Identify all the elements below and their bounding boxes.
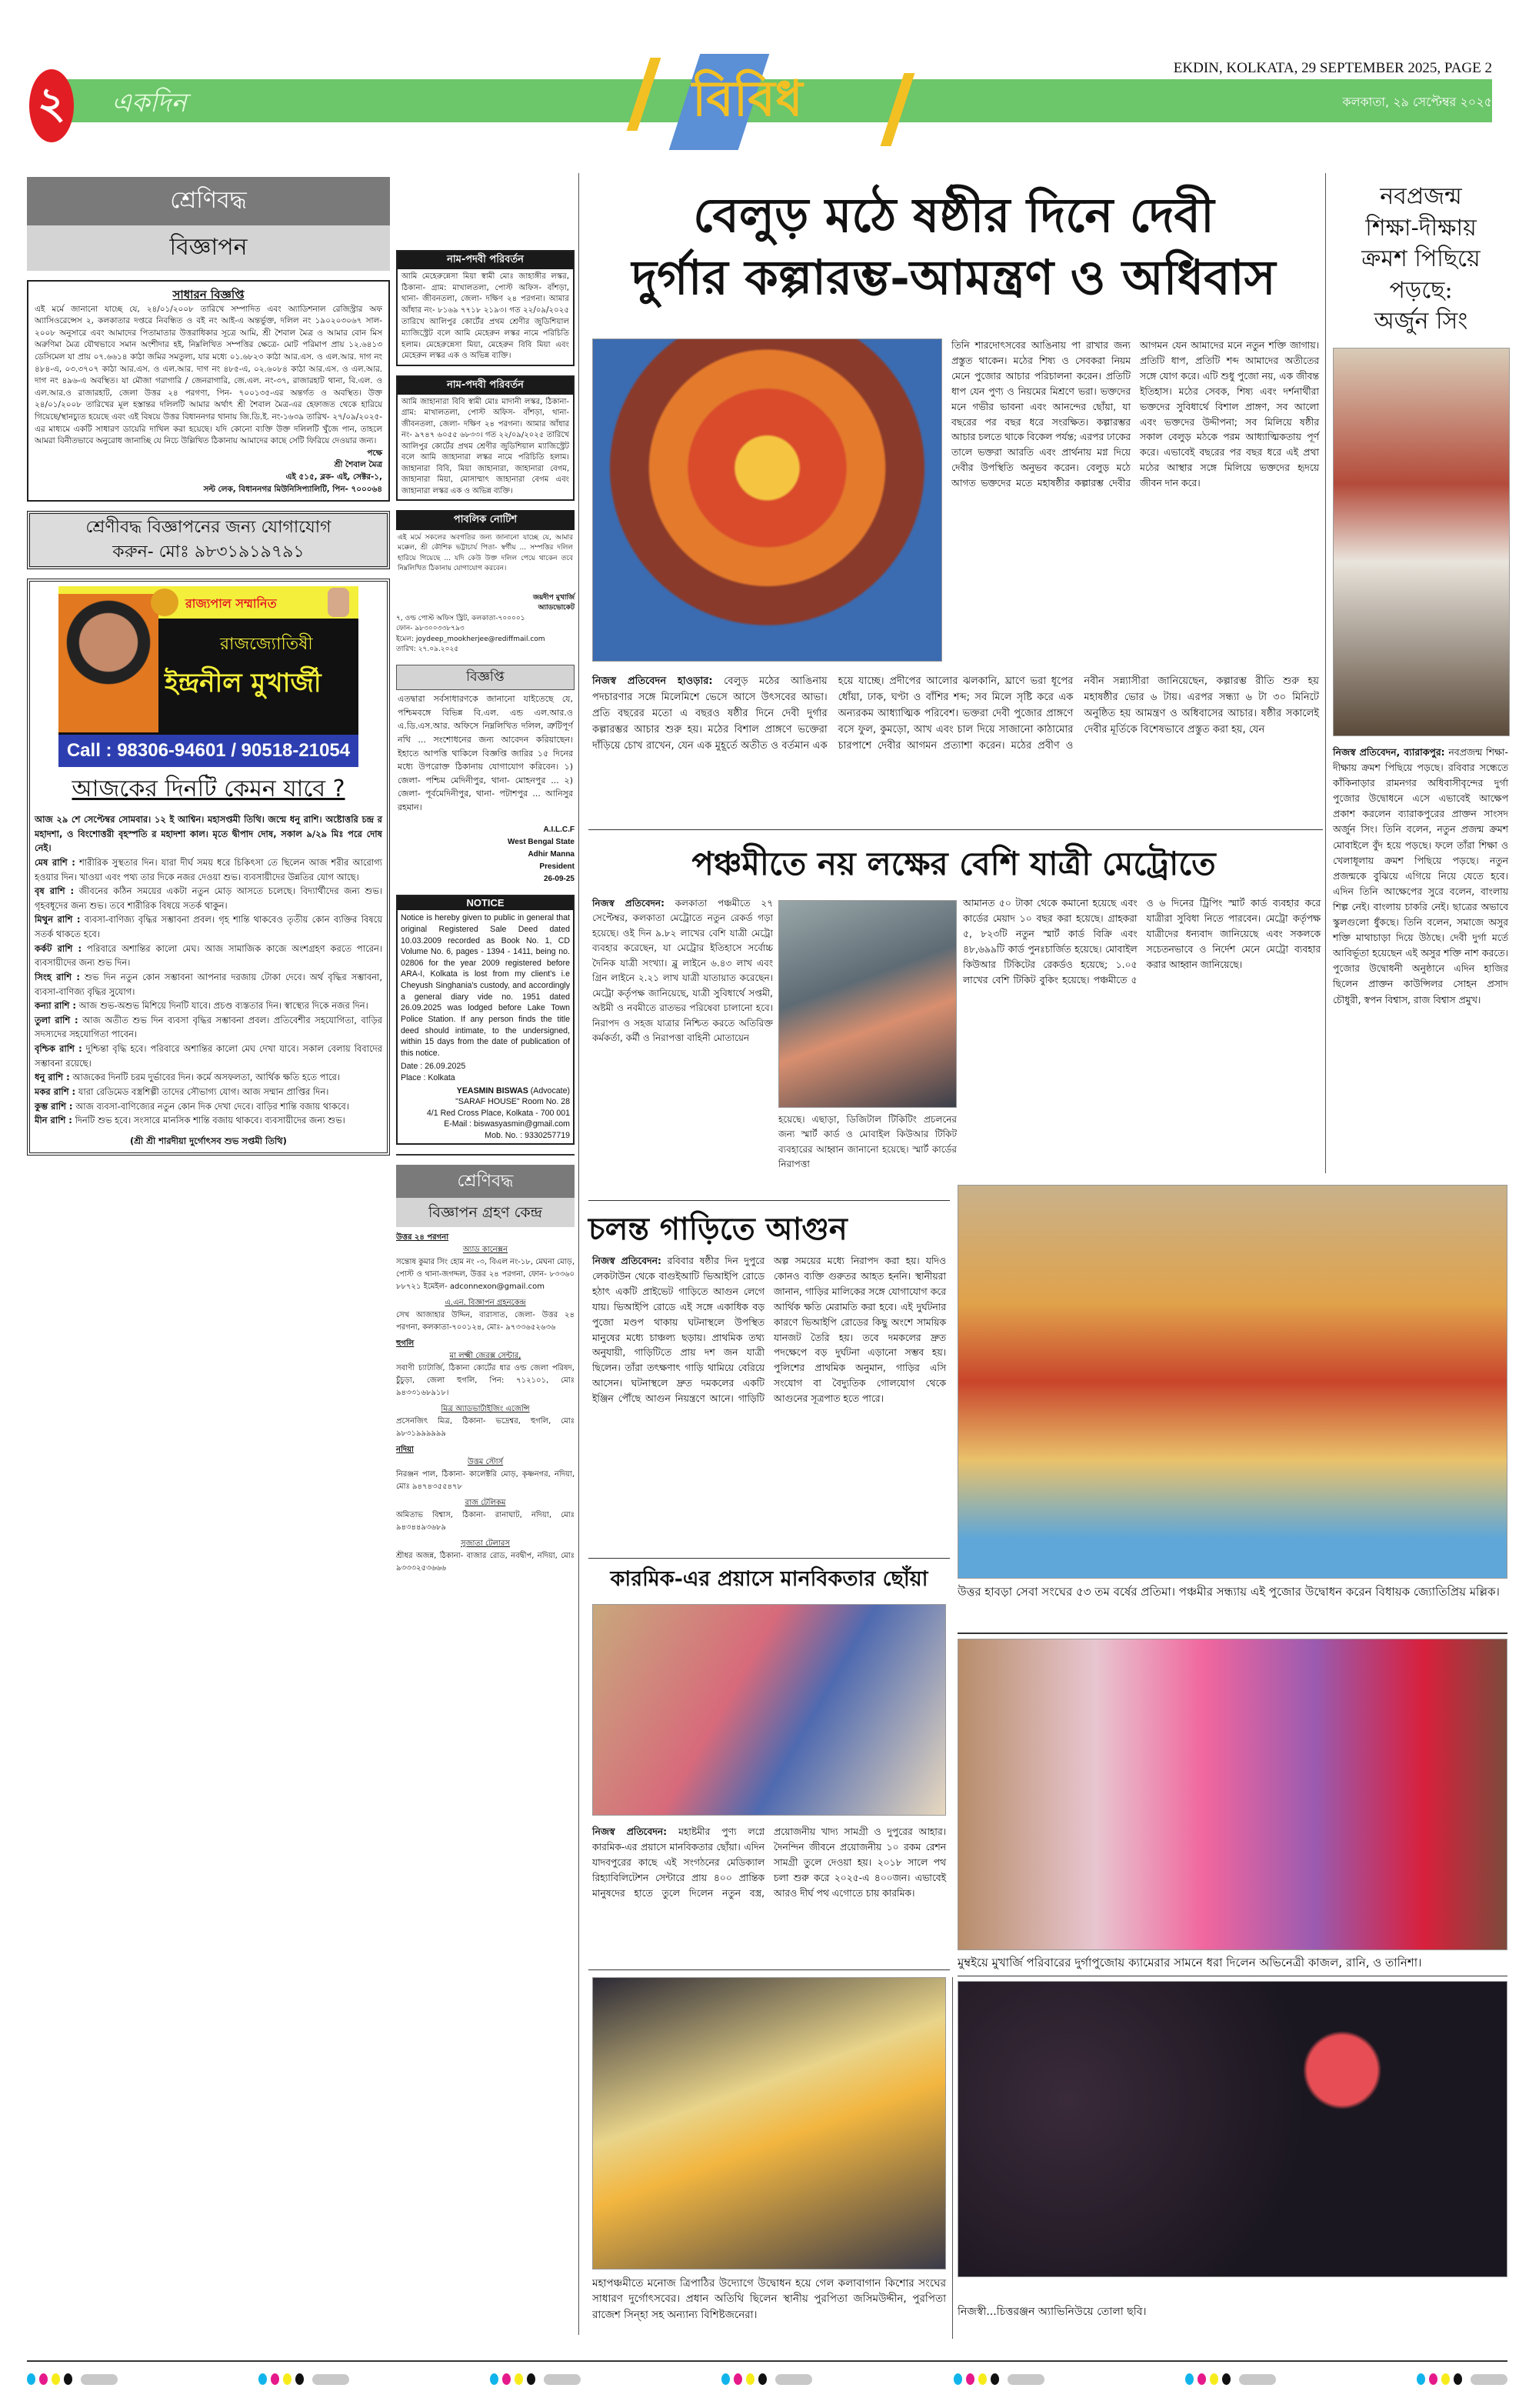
sign-name: তুলা রাশি : xyxy=(35,1014,78,1026)
notice-body: আমি জাহানারা বিবি স্বামী মোঃ মাদানী লস্কর, ঠিকানা- গ্রাম: মাখালতলা, পোস্ট অফিস- বাঁশড়া, থানা- জীবনতলা, জেলা- দক্ষিণ ২৪ পরগনা। আমার আঁধার নং- ৯৭৪৭ ৬০৫৫ ৬৮৩৩। গত ২২/০৯/২০২৫ তারিখে আলিপুর কোর্টের প্রথম শ্রেণীর জুডিশিয়াল ম্যাজিস্ট্রেট বলে আমি জাহানারা লস্কর নামে পরিচিতি হলাম। জাহানারা বিবি, মিয়া জাহানারা, জাহানারা বেগম, জাহানারা মিয়া, মোসাম্মাৎ জাহানারা বেগম এবং জাহানারা লস্কর এক ও অভিন্ন ব্যক্তি। xyxy=(401,397,569,495)
signature: A.I.L.C.F xyxy=(543,825,575,835)
phone: ফোন- ৯৮৩০০৩৩৮৭৯৩ xyxy=(396,625,465,633)
sign-name: ধনু রাশি : xyxy=(35,1072,70,1083)
story-text: প্রদীপের আলোর ঝলকানি, ঘ্রাণে ভরা ধূপের ধোঁয়া, ঢাক, ঘণ্টা ও বাঁশির শব্দ; সব মিলে সৃষ্টি করে এক অন্যরকম আধ্যাত্মিক পরিবেশ। ভক্তরা দেবী পুজোর প্রাঙ্গণে বসে ফুল, কুমড়ো, আখ এবং চাল দিয়ে সাজানো কাঠামোর চারপাশে দেবীর আগমন প্রত্যাশা করেন। xyxy=(838,675,1074,752)
sign-name: কন্যা রাশি : xyxy=(35,1000,76,1012)
divider xyxy=(958,1633,1507,1634)
sign-text: শুভ দিন নতুন কোন সম্ভাবনা আপনার দরজায় টোকা দেবে। অর্থ বৃদ্ধির সম্ভাবনা, ব্যবসা-বাণিজ্য বৃদ্ধির সুযোগ। xyxy=(35,971,382,997)
ad-tag: রাজ্যপাল সম্মানিত xyxy=(185,596,277,612)
fire-headline: চলন্ত গাড়িতে আগুন xyxy=(588,1211,848,1247)
lead-story-body: তিনি শারদোৎসবের আঙিনায় পা রাখার জন্য প্রস্তুত থাকেন। মঠের শিষ্য ও সেবকরা নিয়ম মেনে পুজোর আচার পরিচালনা করেন। প্রতিটি ধাপ যেন পুণ্য ও নিয়মের মিশ্রণে ভরা। ভক্তদের মনে গভীর ভাবনা এবং আনন্দের ছোঁয়া, যা বছরের পর বছর ধরে সংরক্ষিত। কল্পারম্ভর আচার চলতে থাকে বিকেল পর্যন্ত; এরপর ঢাকের তালে ভক্তরা আরতি এবং প্রার্থনায় মগ্ন দিয়ে দেবীর উপস্থিতি অনুভব করেন। বেলুড় মঠে আগত ভক্তদের মতে মহাষষ্ঠীর কল্পারম্ভ দেবীর আগমন যেন আমাদের মনে নতুন শক্তি জাগায়। প্রতিটি ধাপ, প্রতিটি শব্দ আমাদের অতীতের সঙ্গে যোগ করে। এটি শুধু পুজো নয়, এক জীবন্ত ইতিহাস। মঠের সেবক, শিষ্য এবং দর্শনার্থীরা ভক্তদের সুবিধার্থে বিশাল প্রাঙ্গণ, সব আলো এবং ভক্তদের উদ্দীপনা; সব মিলিয়ে ষষ্ঠীর সকাল বেলুড় মঠকে পরম আধ্যাত্মিকতায় পূর্ণ করে। এভাবেই বছরের পর বছর ধরে এই প্রথা মঠের আস্থার সঙ্গে মিলিয়ে ভক্তদের হৃদয়ে জীবন দান করে। xyxy=(951,340,1319,489)
karmik-event-photo xyxy=(592,1604,946,1816)
divider xyxy=(588,829,1323,830)
sign-name: মকর রাশি : xyxy=(35,1086,76,1097)
notices-column xyxy=(396,250,575,1579)
sign-text: দিনটি শুভ হবে। সংসারে মানসিক শান্তি বজায় থাকবে। ব্যবসায়ীদের জন্য শুভ। xyxy=(75,1115,345,1126)
name-change-notice xyxy=(396,375,575,501)
kalabagan-inauguration-photo xyxy=(592,1977,946,2270)
sign-name: কর্কট রাশি : xyxy=(35,942,82,954)
sign-text: আজ ব্যবসা-বাণিজ্যের নতুন কোন দিক দেখা দেবে। বাড়ির শান্তি বজায় থাকবে। xyxy=(75,1100,349,1112)
lead-headline xyxy=(585,185,1323,331)
date: তারিখ: ২৭.০৯.২০২৫ xyxy=(396,645,459,654)
headline-line: দুর্গার কল্পারম্ভ-আমন্ত্রণ ও অধিবাস xyxy=(631,248,1276,305)
signature: President xyxy=(539,862,575,872)
sign-name: মিথুন রাশি : xyxy=(35,914,81,926)
role: (Advocate) xyxy=(530,1086,570,1096)
dateline: নিজস্ব প্রতিবেদন: xyxy=(592,1256,661,1266)
centre-details: নিরঞ্জন পাল, ঠিকানা- কালেক্টরি মোড়, কৃষ্ণনগর, নদিয়া, মোঃ ৯৪৭৪৩৫৫৪৭৮ xyxy=(396,1470,575,1492)
registration-mark xyxy=(954,2373,1044,2385)
bigyapti-notice xyxy=(396,665,575,886)
ad-centre-entry xyxy=(396,1297,575,1334)
howrah-idol-photo xyxy=(958,1185,1507,1579)
address: এই ৫১৫, ব্লক- এই, সেক্টর-১, xyxy=(285,472,382,482)
horoscope-sign xyxy=(35,855,382,884)
astrologer-ad xyxy=(58,586,358,767)
name-change-notice xyxy=(396,250,575,366)
notice-body: এতদ্বারা সর্বসাধারণকে জানানো যাইতেছে যে, পশ্চিমবঙ্গে বিভিন্ন বি.এল. এন্ড এল.আর.ও এ.ডি.এস.আর. অফিসে নিম্নলিখিত দলিল, ত্রুটিপূর্ণ নথি ... সংশোধনের জন্য আবেদন করিয়াছেন। ইহাতে আপত্তি থাকিলে বিজ্ঞপ্তি জারির ১৫ দিনের মধ্যে উপরোক্ত ঠিকানায় যোগাযোগ করিবেন। ১) জেলা- পশ্চিম মেদিনীপুর, থানা- মোহনপুর ... ২) জেলা- পূর্বমেদিনীপুর, থানা- পটাশপুর ... আনিসুর রহমান। xyxy=(398,694,573,812)
palm-icon xyxy=(328,588,349,617)
metro-body: হয়েছে। এছাড়া, ডিজিটাল টিকিটিং প্রচলনের জন্য স্মার্ট কার্ড ও মোবাইল কিউআর টিকিট ব্যবহারের আহ্বান জানানো হয়েছে। স্মার্ট কার্ডের নিরাপত্তা xyxy=(778,1114,957,1170)
sign-text: ব্যবসা-বাণিজ্য বৃদ্ধির সম্ভাবনা প্রবল। গৃহ শান্তি থাকবেও তৃতীয় কোন ব্যক্তির বিষয়ে সতর্ক থাকতে হবে। xyxy=(35,914,383,940)
story-text: কলকাতা পঞ্চমীতে ২৭ সেপ্টেম্বর, কলকাতা মেট্রোতে নতুন রেকর্ড গড়া হয়েছে। ওই দিন ৯.৮২ লাখের বেশি যাত্রী মেট্রো ব্যবহার করেছেন, যা মেট্রোর ইতিহাসে সর্বোচ্চ দৈনিক যাত্রী সংখ্যা। ব্লু লাইনে ৬.৪৩ লাখ এবং গ্রিন লাইনে ২.২১ লাখ যাত্রী যাতায়াত করেছেন। মেট্রো কর্তৃপক্ষ জানিয়েছে, যাত্রী সুবিধার্থে সপ্তমী, অষ্টমী ও নবমীতে রাতভর পরিষেবা চালানো হবে। নিরাপদ ও সহজ যাত্রার নিশ্চিত করতে অতিরিক্ত কর্মকর্তা, কর্মী ও নিরাপত্তা বাহিনী মোতায়েন xyxy=(592,898,773,1043)
horoscope-sign xyxy=(35,1113,382,1128)
photo-caption: মুম্বইয়ে মুখার্জি পরিবারের দুর্গাপুজোয় ক্যামেরার সামনে ধরা দিলেন অভিনেত্রী কাজল, রানি, ও তানিশা। xyxy=(958,1956,1422,1969)
centre-name: উত্তম স্টোর্স xyxy=(467,1458,504,1467)
email: E-Mail : biswasyasmin@gmail.com xyxy=(444,1119,570,1129)
dateline-english: EKDIN, KOLKATA, 29 SEPTEMBER 2025, PAGE 2 xyxy=(1173,60,1492,76)
registration-marks xyxy=(27,2373,1507,2385)
footer-rule xyxy=(27,2360,1507,2362)
headline-line: নবপ্রজন্ম xyxy=(1380,183,1462,210)
english-notice xyxy=(396,895,575,1144)
story-text: খাদ্য সামগ্রী ও দুপুরের আহার। দৈনন্দিন জীবনে প্রয়োজনীয় ১০ রকম রেশন সামগ্রী তুলে দেওয়া হয়। ২০১৮ সালে পথ চলা শুরু করে ২০২৫-এ ৪০০জন। এভাবেই আরও দীর্ঘ পথ এগোতে চায় কারমিক। xyxy=(774,1826,946,1899)
date: 26-09-25 xyxy=(543,875,575,884)
horoscope-sign xyxy=(35,1042,382,1070)
lead-story-columns xyxy=(592,673,1319,754)
metro-crowd-photo xyxy=(778,900,957,1108)
divider xyxy=(588,1558,950,1559)
story-text: ঘটনাস্থলে দ্রুত দমকলের একটি ইঞ্জিন পৌঁছে আগুন নিয়ন্ত্রণে আনে। গাড়িটি অল্প সময়ের মধ্যে নিরাপদ করা হয়। যদিও কোনও ব্যক্তি গুরুতর আহত হননি। স্থানীয়রা জানান, গাড়ির মালিকের সঙ্গে যোগাযোগ করে আর্থিক ক্ষতি মেরামতি করা হবে। এই দুর্ঘটনার কারণে ভিআইপি রোডের কিছু অংশে সাময়িক যানজট তৈরি হয়। তবে দমকলের দ্রুত পদক্ষেপে বড় দুর্ঘটনা এড়ানো সম্ভব হয়। পুলিশের প্রাথমিক অনুমান, গাড়ির এসি সংযোগ বা বৈদ্যুতিক গোলযোগ থেকে আগুনের সূত্রপাত হতে পারে। xyxy=(592,1256,946,1405)
astrologer-photo xyxy=(58,594,158,732)
sign-name: মীন রাশি : xyxy=(35,1115,72,1126)
headline-line: শিক্ষা-দীক্ষায় xyxy=(1365,214,1477,242)
dateline: নিজস্ব প্রতিবেদন, ব্যারাকপুর: xyxy=(1333,746,1445,758)
advocate-name: YEASMIN BISWAS xyxy=(456,1086,528,1096)
horoscope-sign xyxy=(35,912,382,941)
centre-name: রাজ টেলিকম xyxy=(465,1499,506,1508)
ad-centre-entry xyxy=(396,1338,575,1399)
column-divider xyxy=(578,173,579,2335)
notice-title: বিজ্ঞপ্তি xyxy=(396,665,575,690)
phone: Mob. No. : 9330257719 xyxy=(485,1130,570,1140)
signature: শ্রী শৈবাল মৈত্র xyxy=(334,460,382,470)
ad-subtitle: রাজজ্যোতিষী xyxy=(220,635,313,655)
divider xyxy=(396,1154,575,1156)
dateline: নিজস্ব প্রতিবেদন: xyxy=(592,898,665,909)
signature: Adhir Manna xyxy=(528,850,575,859)
headline-line: পড়ছে: xyxy=(1389,276,1453,304)
sign-name: বৃষ রাশি : xyxy=(35,885,75,897)
astrology-section xyxy=(27,579,390,1156)
arjun-headline xyxy=(1331,182,1511,338)
classified-title: শ্রেণিবদ্ধ xyxy=(27,177,390,225)
sign-text: পরিবারে অশান্তির কালো মেঘ। আজ সামাজিক কাজে অংশগ্রহণ করতে পারেন। ব্যবসায়ীদের জন্য শুভ দিন। xyxy=(35,942,382,969)
registration-mark xyxy=(1185,2373,1276,2385)
horoscope-title: আজকের দিনটি কেমন যাবে ? xyxy=(72,775,345,803)
signature: অ্যাডভোকেট xyxy=(538,604,575,612)
general-notice xyxy=(27,280,390,502)
arjun-body xyxy=(1333,745,1508,1008)
horoscope-sign xyxy=(35,1099,382,1114)
mumbai-puja-photo xyxy=(958,1639,1507,1950)
headline-line: বেলুড় মঠে ষষ্ঠীর দিনে দেবী xyxy=(693,187,1214,243)
metro-body xyxy=(592,896,773,1046)
date: Date : 26.09.2025 xyxy=(401,1062,466,1072)
registration-mark xyxy=(490,2373,581,2385)
sign-text: দুশ্চিন্তা বৃদ্ধি হবে। পরিবারে অশান্তির কালো মেঘ দেখা যাবে। সকাল বেলায় বিবাদের সম্ভাবনা রয়েছে। xyxy=(35,1043,382,1069)
sign-name: কুম্ভ রাশি : xyxy=(35,1100,73,1112)
divider xyxy=(588,1969,950,1970)
region: উত্তর ২৪ পরগনা xyxy=(396,1233,449,1242)
horoscope-sign xyxy=(35,1013,382,1042)
registration-mark xyxy=(258,2373,349,2385)
story-text: মহাষ্টমীর পুণ্য লগ্নে কারমিক-এর প্রয়াসে মানবিকতার ছোঁয়া। এদিন যাদবপুরের কাছে এই সংগঠনের মেডিক্যাল রিহ্যাবিলিটেশন সেন্টারে প্রায় ৪০০ প্রান্তিক মানুষদের হাতে তুলে দিলেন নতুন বস্ত্র, প্রয়োজনীয় xyxy=(592,1826,816,1899)
horoscope-sign xyxy=(35,884,382,912)
centre-details: শ্রীধর অজন্ন, ঠিকানা- বাজার রোড, নবদ্বীপ, নদিয়া, মোঃ ৯৩৩৩২৫৩৬৬৬ xyxy=(396,1552,575,1573)
column-divider xyxy=(952,1977,953,2339)
story-text: মঠের প্রবীণ ও নবীন সন্ন্যাসীরা জানিয়েছেন, কল্পারম্ভ রীতি শুরু হয় মহাষষ্ঠীর ভোর ৬ টায়। এরপর সন্ধ্যা ৬ টা ৩০ মিনিটে অনুষ্ঠিত হয় আমন্ত্রণ ও অধিবাসের আচার। ষষ্ঠীর সকালেই দেবীর মূর্তিকে বিশেষভাবে প্রস্তুত করা হয়, যেন xyxy=(1011,675,1319,752)
centre-details: অমিতাভ বিশ্বাস, ঠিকানা- রানাঘাট, নদিয়া, মোঃ ৯৪৩৪৪৯৩৬৮৯ xyxy=(396,1511,575,1533)
metro-body: আমানত ৫০ টাকা থেকে কমানো হয়েছে এবং কার্ডের মেয়াদ ১০ বছর করা হয়েছে। গ্রাহকরা ৫, ৮২৩টি নতুন স্মার্ট কার্ড বিক্রি এবং ৪৮,৬৯৯টি কার্ড পুনঃচার্জিত হয়েছে। মোবাইল কিউআর টিকিটের রেকর্ডও হয়েছে; ১.০৫ লাখের বেশি টিকিট বুকিং হয়েছে। পঞ্চমীতে ৫ ও ৬ দিনের ট্রিপিং স্মার্ট কার্ড ব্যবহার করে যাত্রীরা সুবিধা নিতে পারবেন। মেট্রো কর্তৃপক্ষ যাত্রীদের ধন্যবাদ জানিয়েছে এবং সকলকে সচেতনভাবে ও নির্দেশ মেনে মেট্রো ব্যবহার করার আহ্বান জানিয়েছে। xyxy=(963,898,1321,986)
divider xyxy=(588,1200,950,1201)
classified-header xyxy=(27,177,390,271)
photo-caption: নিজস্বী...চিত্তরঞ্জন অ্যাভিনিউয়ে তোলা ছবি। xyxy=(958,2306,1147,2318)
place: Place : Kolkata xyxy=(401,1072,455,1082)
registration-mark xyxy=(27,2373,118,2385)
story-text: রবিবার ষষ্ঠীর দিন দুপুরে লেকটাউন থেকে বাগুইআটি ভিআইপি রোডে হঠাৎ একটি প্রাইভেট গাড়িতে আগুন লেগে যায়। ভিআইপি রোডে এই সঙ্গে একাধিক বড় পুজো মণ্ডপ থাকায় ঘটনাস্থলে উপস্থিত মানুষের মধ্যে চাঞ্চল্য ছড়ায়। প্রাথমিক তথ্য অনুযায়ী, গাড়িটিতে প্রায় দশ জন যাত্রী ছিলেন। তাঁরা তৎক্ষণাৎ গাড়ি থামিয়ে বেরিয়ে আসেন। xyxy=(592,1256,764,1389)
centre-details: সবাণী চ্যাটার্জি, ঠিকানা কোর্টের ধার ওল্ড জেলা পরিষদ, চুঁচুড়া, জেলা হুগলি, পিন: ৭১২১০১, মোঃ ৯৪৩৩১৬৮৯১৮। xyxy=(396,1364,575,1398)
sign-name: সিংহ রাশি : xyxy=(35,971,80,982)
notice-title: পাবলিক নোটিশ xyxy=(396,510,575,530)
dateline: নিজস্ব প্রতিবেদন: xyxy=(592,1826,668,1837)
sign-text: যারা রেডিমেড বস্ত্রশিল্পী তাদের সৌভাগ্য যোগ। আজ সম্মান প্রাপ্তির দিন। xyxy=(78,1086,329,1097)
notice-title: নাম-পদবী পরিবর্তন xyxy=(398,377,573,395)
horoscope-sign xyxy=(35,1085,382,1099)
ad-centre-entry xyxy=(396,1232,575,1293)
notice-body: Notice is hereby given to public in general that original Registered Sale Deed dated 10.03.2009 recorded as Book No. 1, CD Volume No. 6, pages - 1394 - 1411, being no. 02806 for the year 2009 registered before ARA-I, Kolkata is lost from my client's i.e Cheyush Singhania's custody, and accordingly a general diary vide no. 1951 dated 26.09.2025 was lodged before Lake Town Police Station. If any person finds the title deed should intimate, to the undersigned, within 15 days from the date of publication of this notice. xyxy=(401,913,570,1058)
notice-body: এই মর্মে জানানো যাচ্ছে যে, ২৪/০১/২০০৮ তারিখে সম্পাদিত এবং অ্যাডিশনাল রেজিস্ট্রার অফ অ্যাসিওরেন্সেস ২, কলকাতার দপ্তরে নিবন্ধিত ও বই নং আই-এ অন্তর্ভুক্ত, দলিল নং ১৯০২০৩০৬৭ সাল- ২০০৮ অনুসারে এবং আমাদের পিতামাতার উত্তরাধিকার সূত্রে আমি, শ্রী শৈবাল মৈত্র ও আমার বোন মিস অরুণিমা মৈত্র যৌথভাবে সমান অংশীদার হই, নিম্নলিখিত সম্পত্তির ক্ষেত্রে- মোট পরিমাপ প্রায় ১২.৬৪১৩ ডেসিমেল যা প্রায় ০৭.৬৬১৪ কাঠা জমির সমতুল্য, যার মধ্যে ০১.৬৮২৩ কাঠা আর.এস. ও এল.আর. দাগ নং ৪৮৪-এ, ০৩.৩৭০৭ কাঠা আর.এস. ও এল.আর. দাগ নং ৪৮৫-এ, ০২.৬০৮৪ কাঠা আর.এস. ও এল.আর. দাগ নং ৪৯৬-এ অবস্থিত। যা মৌজা গরাগারি / জেনরাগারি, জে.এল. নং-৩৭, রাজারহাট থানা, বি.এল. ও এল.আর.ও রাজারহাট, জেলা উত্তর ২৪ পরগণা, পিন- ৭০০১৩৫-এর অন্তর্গত ও অবস্থিত। উক্ত ২৪/০১/২০০৮ তারিখের মূল হস্তান্তর দলিলটি আমার অর্থাৎ শ্রী শৈবাল মৈত্র-এর হেফাজত থেকে হারিয়ে গিয়েছে/স্থানচ্যুত হয়েছে এবং এই বিষয়ে উত্তর বিধাননগর থানায় জি.ডি.ই. নং-১৬৩৯ তারিখ- ২৭/০৯/২০২৫-এর মাধ্যমে একটি সাধারণ ডায়েরি দাখিল করা হয়েছে। যদি কোনো ব্যক্তি উক্ত দলিলটি খুঁজে পান, তাহলে আমরা বিনীতভাবে অনুরোধ জানাচ্ছি যে নিচে উল্লিখিত ঠিকানায় আমাদের কাছে সেটি ফিরিয়ে দেওয়ার জন্য। xyxy=(35,304,382,446)
sign-text: আজকের দিনটি চরম দুর্ভাবের দিন। কর্মে অসফলতা, আর্থিক ক্ষতি হতে পারে। xyxy=(72,1072,340,1083)
sign-text: আজ শুভ-অশুভ মিশিয়ে দিনটি যাবে। প্রচণ্ড ব্যস্ততার দিন। স্বাস্থ্যের দিকে নজর দিন। xyxy=(78,1000,368,1012)
section-title: বিবিধ xyxy=(692,71,803,128)
ad-centre-entry xyxy=(396,1403,575,1440)
region: হুগলি xyxy=(396,1339,415,1349)
headline-line: ক্রমশ পিছিয়ে xyxy=(1361,245,1481,272)
centre-details: সন্তোষ কুমার সিং হোম নং -৩, বিএল নং-১৮, মেঘনা মোড়, পোস্ট ও থানা-জগদ্দল, উত্তর ২৪ পরগনা, ফোন- ৮৩৩৬০ ৮৮৭২১ ইমেইল- adconnexon@gmail.com xyxy=(396,1258,575,1292)
story-text: নবপ্রজন্ম শিক্ষা-দীক্ষায় ক্রমশ পিছিয়ে পড়ছে। রবিবার সন্ধেতে কাঁকিনাড়ার রামনগর অধিবাসীবৃন্দের দুর্গা পুজোর উদ্বোধনে এসে এভাবেই আক্ষেপ প্রকাশ করলেন ব্যারাকপুরের প্রাক্তন সাংসদ অর্জুন সিং। তিনি বলেন, নতুন প্রজন্ম ক্রমশ মোবাইলে বুঁদ হয়ে পড়ছে। ফলে তাঁরা শিক্ষা ও খেলাধূলায় ক্রমশ পিছিয়ে পড়ছে। নতুন প্রজন্মকে বুঝিয়ে এগিয়ে নিয়ে যেতে হবে। এদিন তিনি আক্ষেপের সুরে বলেন, বাংলায় শিল্প নেই। বাংলায় চাকরি নেই। ছাত্রের অভাবে স্কুলগুলো ধুঁকছে। তিনি বলেন, সমাজে অসুর শক্তি মাথাচাড়া দিয়ে উঠছে। দেবী দুর্গা মর্তে আবির্ভূতা হয়েছেন এই অসুর শক্তি নাশ করতে। পুজোর উদ্বোধনী অনুষ্ঠানে এদিন হাজির ছিলেন প্রাক্তন কাউন্সিলর সোহন প্রসাদ চৌধুরী, স্বপন বিশ্বাস, রাজ বিশ্বাস প্রমুখ। xyxy=(1333,746,1508,1006)
dateline-bengali: কলকাতা, ২৯ সেপ্টেম্বর ২০২৫ xyxy=(1342,95,1492,109)
karmik-body xyxy=(592,1825,946,1902)
ad-centre-subtitle: বিজ্ঞাপন গ্রহণ কেন্দ্র xyxy=(396,1198,575,1227)
photo-caption: উত্তর হাবড়া সেবা সংঘের ৫৩ তম বর্ষের প্রতিমা। পঞ্চমীর সন্ধ্যায় এই পুজোর উদ্বোধন করেন বিধায়ক জ্যোতিপ্রিয় মল্লিক। xyxy=(958,1585,1500,1599)
signature: জয়দীপ মুখার্জি xyxy=(532,593,575,602)
ad-centre-entry xyxy=(396,1538,575,1575)
email: ইমেল: joydeep_mookherjee@rediffmail.com xyxy=(396,635,545,643)
horoscope-intro: আজ ২৯ শে সেপ্টেম্বর সোমবার। ১২ ই আশ্বিন। মহাসপ্তমী তিথি। জন্মে ধনু রাশি। অষ্টোত্তরি চন্দ্র র মহাদশা, ও বিংশোত্তরী বৃহস্পতি র মহাদশা কাল। মৃতে দ্বীপাদ দোষ, সকাল ৯/২৯ মিঃ পরে দোষ নেই। xyxy=(35,814,382,854)
sign-text: জীবনের কঠিন সময়ের একটা নতুন মোড় আসতে চলেছে। বিদ্যার্থীদের জন্য শুভ। গৃহবধূদের জন্য শুভ। তবে শারীরিক বিষয়ে সতর্ক থাকুন। xyxy=(35,885,382,911)
registration-mark xyxy=(721,2373,812,2385)
headline-line: অর্জুন সিং xyxy=(1374,308,1468,335)
astrologer-name: ইন্দ্রনীল মুখার্জী xyxy=(165,668,321,699)
story-text: বেলুড় মঠের আঙিনায় পদচারণার সঙ্গে মিলেমিশে ভেসে আসে উৎসবের আভা। প্রতি বছরের মতো এ বছরও ষষ্ঠীর দিনে দেবী দুর্গার কল্পারম্ভর আচার শুরু হয়। মঠের বিশাল প্রাঙ্গণে ভক্তেরা দাঁড়িয়ে চোখ রাখেন, যেন এক মুহূর্তে অতীত ও বর্তমান এক হয়ে যাচ্ছে। xyxy=(592,675,884,752)
signature: West Bengal State xyxy=(507,838,575,847)
address: ৭, ওল্ড পোস্ট অফিস স্ট্রিট, কলকাতা-৭০০০০১ xyxy=(396,614,525,622)
horoscope-sign xyxy=(35,1070,382,1085)
contact-phone: করুন- মোঃ ৯৮৩১৯১৯৭৯১ xyxy=(112,542,305,562)
registration-mark xyxy=(1417,2373,1507,2385)
durga-idol-photo xyxy=(592,339,942,662)
address: "SARAF HOUSE" Room No. 28 xyxy=(455,1097,570,1107)
region: নদিয়া xyxy=(396,1446,414,1455)
classified-subtitle: বিজ্ঞাপন xyxy=(27,225,390,271)
ad-centre-list xyxy=(396,1165,575,1579)
sign-text: শারীরিক সুস্থতার দিন। যারা দীর্ঘ সময় ধরে চিকিৎসা তে ছিলেন আজ শরীর আরোগ্য হওয়ার দিন। খাওয়া এবং পথ্য তার দিকে নজর দেওয়া শুভ। ব্যবসায়ীদের উন্নতির যোগ আছে। xyxy=(35,856,383,882)
chittaranjan-avenue-photo xyxy=(958,1981,1507,2277)
contact-line: শ্রেণীবদ্ধ বিজ্ঞাপনের জন্য যোগাযোগ xyxy=(85,518,331,538)
horoscope-credit: (শ্রী শ্রী শারদীয়া দুর্গোৎসব শুভ সপ্তমী তিথি) xyxy=(130,1135,287,1146)
column-divider xyxy=(1325,173,1326,1173)
centre-name: এ.এন. বিজ্ঞাপন গ্রহনকেন্দ্র xyxy=(445,1299,526,1308)
notice-title: সাধারন বিজ্ঞপ্তি xyxy=(172,288,245,302)
ad-centre-title: শ্রেণিবদ্ধ xyxy=(396,1165,575,1198)
notice-body: আমি মেহেরুন্নেসা মিয়া স্বামী মোঃ জাহাঙ্গীর লস্কর, ঠিকানা- গ্রাম: মাখালতলা, পোস্ট অফিস- বাঁশড়া, থানা- জীবনতলা, জেলা- দক্ষিণ ২৪ পরগনা। আমার আঁধার নং- ৮১৬৯ ৭৭১৮ ২১৯৩। গত ২২/০৯/২০২৫ তারিখে আলিপুর কোর্টের প্রথম শ্রেণীর জুডিশিয়াল ম্যাজিস্ট্রেট বলে আমি মেহেরুন লস্কর নামে পরিচিতি হলাম। মেহেরুন্নেসা মিয়া, মেহেরুন বিবি মিয়া এবং মেহেরুন লস্কর এক ও অভিন্ন ব্যক্তি। xyxy=(401,272,569,361)
signature: পক্ষে xyxy=(367,448,382,458)
metro-headline: পঞ্চমীতে নয় লক্ষের বেশি যাত্রী মেট্রোতে xyxy=(691,845,1216,882)
sign-text: আজ অতীত শুভ দিন ব্যবসা বৃদ্ধির সম্ভাবনা প্রবল। প্রতিবেশীর সহযোগিতা, বাড়ির সদস্যদের সহযোগিতা পাবেন। xyxy=(35,1014,382,1040)
centre-name: মা লক্ষ্মী জেরক্স সেন্টার, xyxy=(449,1352,521,1361)
notice-title: NOTICE xyxy=(398,896,573,910)
ad-phone: Call : 98306-94601 / 90518-21054 xyxy=(58,735,358,767)
centre-details: প্রসেনজিৎ মিত্র, ঠিকানা- ভদ্রেশ্বর, হুগলি, মোঃ ৯৮৩১৯৯৯৯৯৯ xyxy=(396,1417,575,1439)
horoscope-sign xyxy=(35,970,382,999)
horoscope-sign xyxy=(35,942,382,970)
zodiac-wheel-icon xyxy=(151,589,178,616)
brand-logo: একদিন xyxy=(112,88,187,118)
horoscope-sign xyxy=(35,999,382,1013)
fire-body xyxy=(592,1254,946,1407)
notice-title: নাম-পদবী পরিবর্তন xyxy=(398,252,573,269)
centre-name: মিত্র অ্যাডভার্টাইজিং এজেন্সি xyxy=(441,1405,530,1414)
address: সল্ট লেক, বিধাননগর মিউনিসিপ্যালিটি, পিন- ৭০০০৬৪ xyxy=(203,484,382,494)
centre-details: সেখ আজাহার উদ্দিন, বারাসাত, জেলা- উত্তর ২৪ পরগনা, কলকাতা-৭০০১২৪, মোঃ- ৯৭৩৩৬৫২৬৩৬ xyxy=(396,1311,575,1332)
page-number-logo: ২ xyxy=(29,69,74,142)
sign-name: বৃশ্চিক রাশি : xyxy=(35,1043,82,1055)
ad-centre-entry xyxy=(396,1444,575,1493)
address: 4/1 Red Cross Place, Kolkata - 700 001 xyxy=(426,1108,570,1118)
public-notice xyxy=(396,510,575,655)
dateline: নিজস্ব প্রতিবেদন হাওড়ার: xyxy=(592,675,713,687)
photo-caption: মহাপঞ্চমীতে মনোজ ত্রিপাঠির উদ্যোগে উদ্বোধন হয়ে গেল কলাবাগান কিশোর সংঘের সাধারণ দুর্গোৎসবের। প্রধান অতিথি ছিলেন স্থানীয় পুরপিতা জসিমউদ্দীন, পুরপিতা রাজেশ সিন্হা সহ অন্যান্য বিশিষ্টজনেরা। xyxy=(592,2277,946,2321)
karmik-headline: কারমিক-এর প্রয়াসে মানবিকতার ছোঁয়া xyxy=(610,1567,928,1591)
left-column xyxy=(27,177,390,1156)
sign-name: মেষ রাশি : xyxy=(35,856,75,868)
ad-centre-entry xyxy=(396,1497,575,1534)
notice-body: এই মর্মে সকলের অবগতির জন্য জানানো যাচ্ছে যে, আমার মক্কেল, শ্রী কৌশিক ভট্টাচার্য পিতা- স্বর্গীয় ... সম্পত্তির দলিল হারিয়ে গিয়েছে ... যদি কেউ উক্ত দলিল পেয়ে থাকেন তবে নিম্নলিখিত ঠিকানায় যোগাযোগ করবেন। xyxy=(398,533,573,573)
arjun-singh-photo xyxy=(1333,348,1510,736)
centre-name: সুজাতা টেলারস xyxy=(461,1539,510,1549)
horoscope-body xyxy=(35,812,382,1148)
classified-contact-box xyxy=(27,511,390,569)
centre-name: অ্যাড কানেক্সন xyxy=(462,1246,508,1255)
